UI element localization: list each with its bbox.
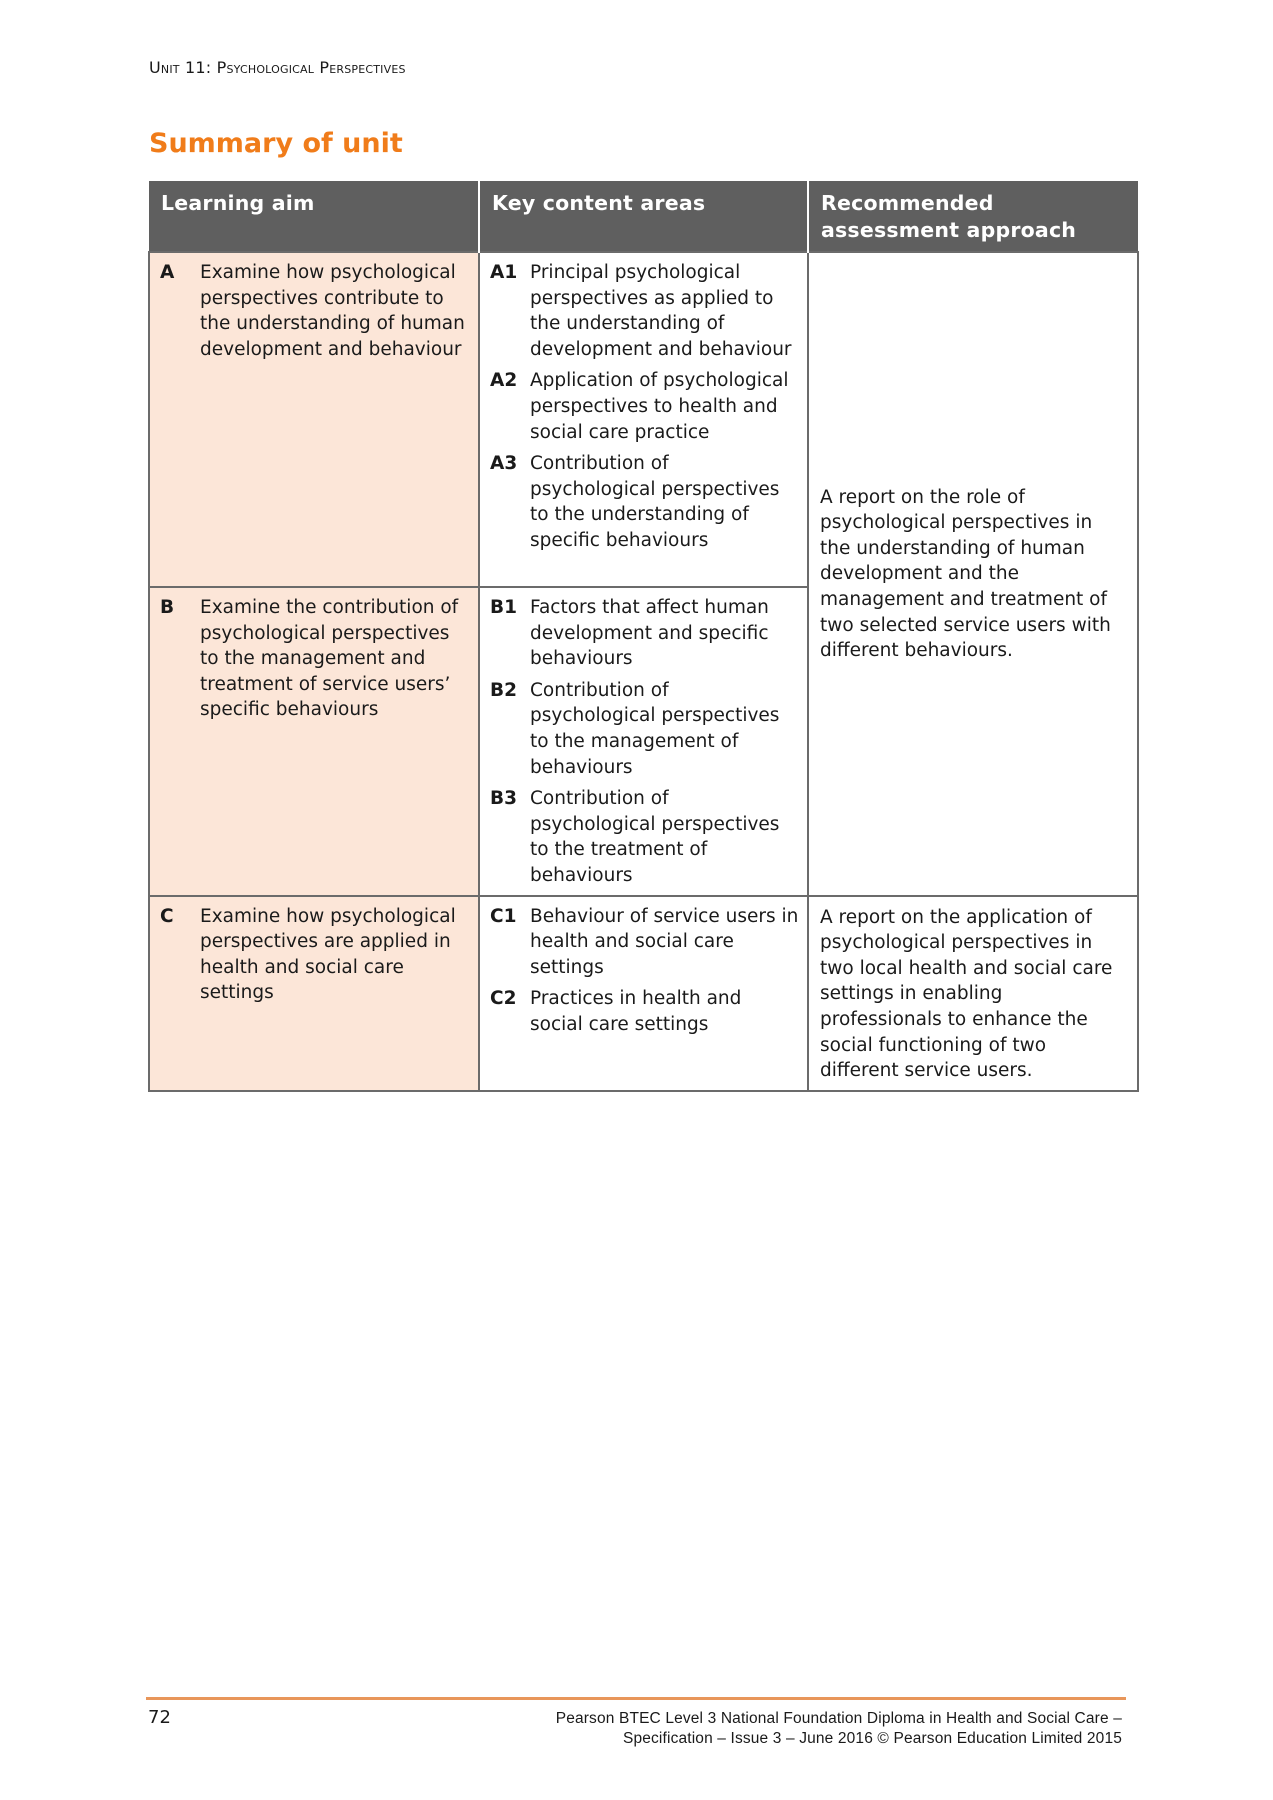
unit-summary-table bbox=[148, 181, 1139, 1092]
content-text: Contribution of psychological perspectives to the understanding of specific behaviours bbox=[530, 453, 780, 551]
learning-aim bbox=[160, 595, 470, 723]
page-number: 72 bbox=[148, 1707, 171, 1728]
content-text: Practices in health and social care settings bbox=[530, 988, 742, 1035]
learning-aim-cell bbox=[149, 587, 479, 896]
table-row bbox=[149, 252, 1138, 587]
footer-publication-info bbox=[556, 1709, 1122, 1749]
aim-code: A bbox=[160, 262, 175, 283]
footer-line-2: Specification – Issue 3 – June 2016 © Pearson Education Limited 2015 bbox=[623, 1730, 1122, 1747]
learning-aim-cell bbox=[149, 252, 479, 587]
column-header-key-content-areas: Key content areas bbox=[479, 181, 808, 252]
assessment-approach-cell bbox=[808, 252, 1138, 896]
column-header-learning-aim: Learning aim bbox=[149, 181, 479, 252]
content-text: Contribution of psychological perspectives to the treatment of behaviours bbox=[530, 788, 780, 886]
content-item bbox=[490, 595, 799, 672]
column-header-assessment-approach: Recommended assessment approach bbox=[808, 181, 1138, 252]
content-code: A3 bbox=[490, 453, 518, 475]
learning-aim bbox=[160, 260, 470, 362]
table-row bbox=[149, 896, 1138, 1091]
assessment-approach-text: A report on the role of psychological perspectives in the understanding of human development and the management and treatment of two selected service users with different behaviours. bbox=[820, 486, 1111, 662]
content-code: C1 bbox=[490, 905, 517, 927]
content-item bbox=[490, 986, 799, 1037]
aim-code: B bbox=[160, 597, 175, 618]
content-text: Contribution of psychological perspectives to the management of behaviours bbox=[530, 679, 780, 778]
content-code: A2 bbox=[490, 370, 518, 392]
content-text: Factors that affect human development and specific behaviours bbox=[530, 597, 769, 670]
footer-line-1: Pearson BTEC Level 3 National Foundation Diploma in Health and Social Care – bbox=[555, 1710, 1122, 1727]
content-text: Behaviour of service users in health and social care settings bbox=[530, 905, 799, 978]
assessment-approach-cell bbox=[808, 896, 1138, 1091]
content-item bbox=[490, 451, 799, 553]
content-text: Principal psychological perspectives as applied to the understanding of development and behaviour bbox=[530, 262, 792, 360]
content-areas-cell bbox=[479, 896, 808, 1091]
table-header-row bbox=[149, 181, 1138, 252]
content-item bbox=[490, 260, 799, 362]
aim-text: Examine how psychological perspectives contribute to the understanding of human development and behaviour bbox=[200, 262, 465, 360]
aim-text: Examine the contribution of psychological perspectives to the management and treatment of service users’ specific behaviours bbox=[200, 597, 459, 721]
content-code: B2 bbox=[490, 679, 517, 701]
page-title: Summary of unit bbox=[149, 128, 403, 159]
content-areas-cell bbox=[479, 252, 808, 587]
learning-aim-cell bbox=[149, 896, 479, 1091]
aim-text: Examine how psychological perspectives are applied in health and social care settings bbox=[200, 905, 456, 1004]
content-code: C2 bbox=[490, 988, 517, 1010]
aim-code: C bbox=[160, 905, 174, 927]
content-areas-cell bbox=[479, 587, 808, 896]
content-item bbox=[490, 368, 799, 445]
footer-divider bbox=[146, 1697, 1126, 1700]
running-head: Unit 11: Psychological Perspectives bbox=[149, 58, 406, 77]
content-code: B1 bbox=[490, 597, 517, 618]
content-text: Application of psychological perspectives to health and social care practice bbox=[530, 370, 789, 443]
learning-aim bbox=[160, 904, 470, 1006]
content-item bbox=[490, 786, 799, 888]
assessment-approach-text: A report on the application of psychological perspectives in two local health and social care settings in enabling professionals to enhance the social functioning of two different service users. bbox=[820, 906, 1113, 1082]
content-item bbox=[490, 678, 799, 780]
content-code: B3 bbox=[490, 788, 517, 810]
content-item bbox=[490, 904, 799, 981]
content-code: A1 bbox=[490, 262, 518, 283]
